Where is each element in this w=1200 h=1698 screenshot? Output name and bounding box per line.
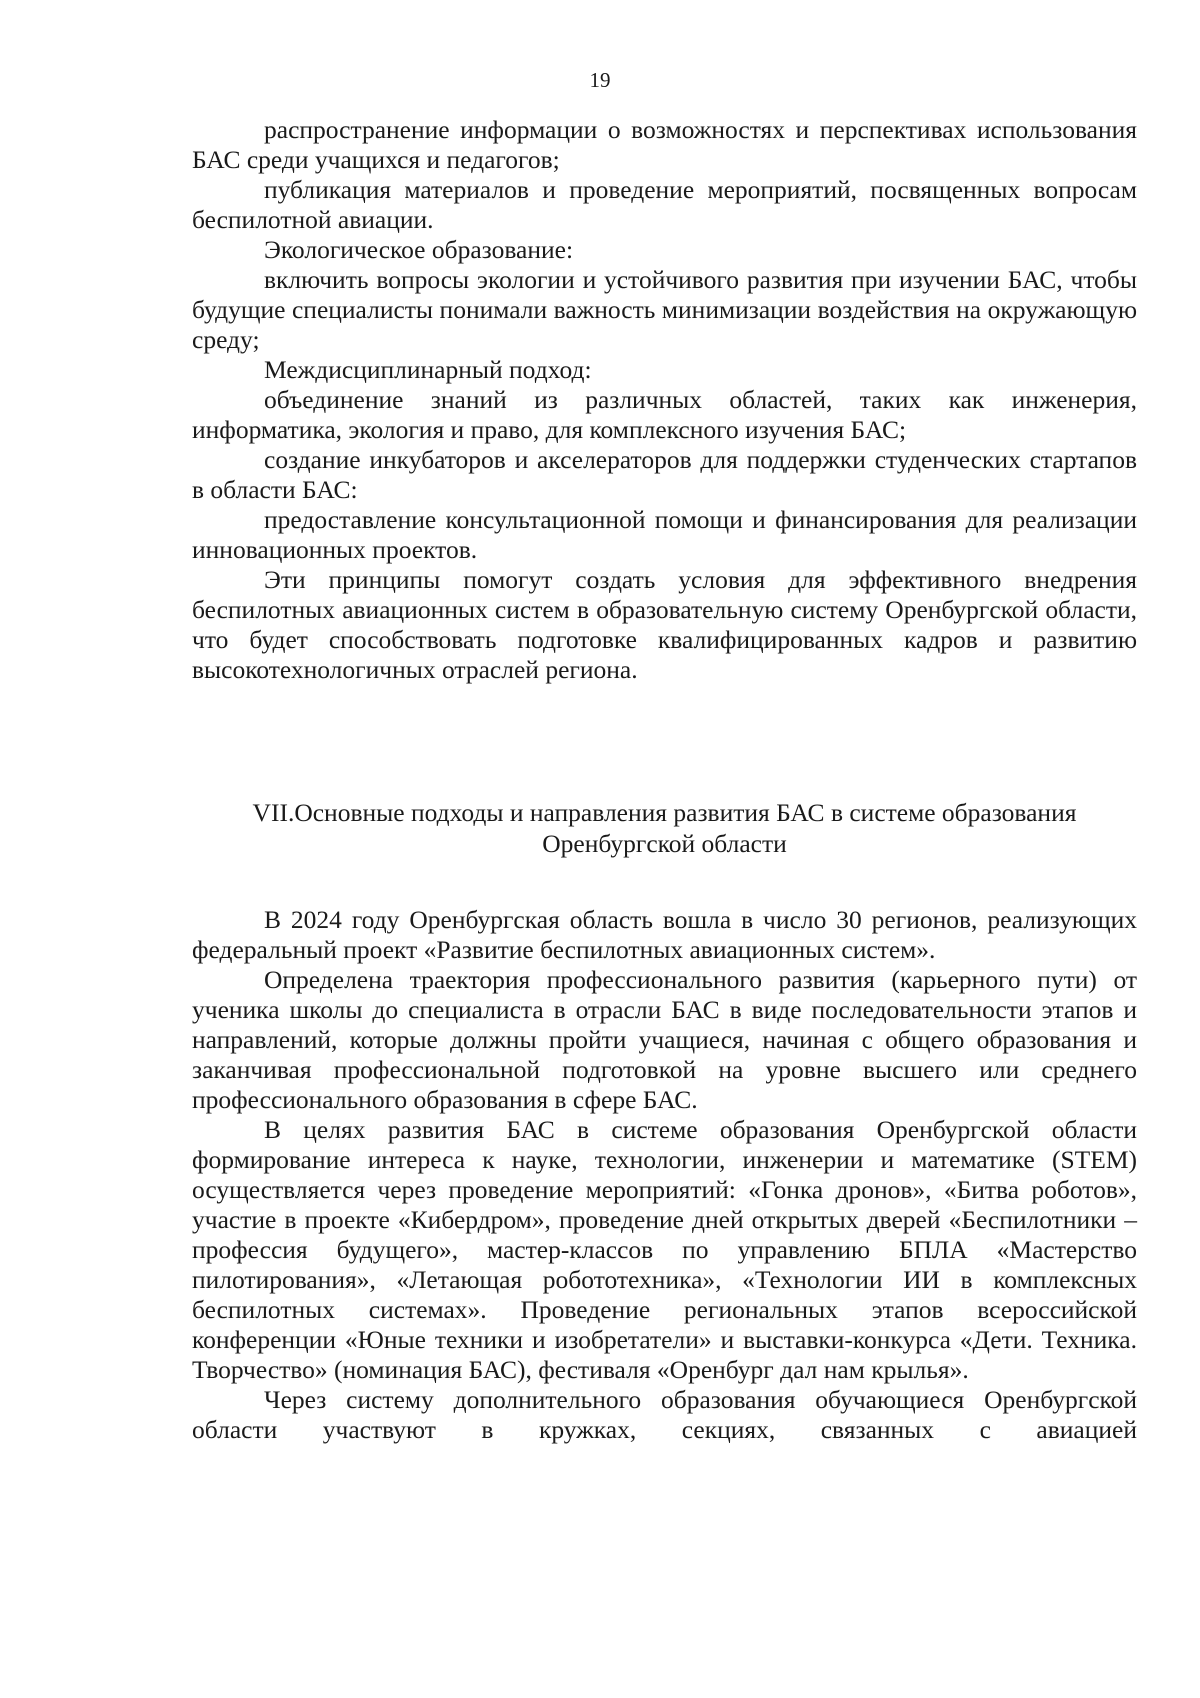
paragraph: В 2024 году Оренбургская область вошла в число 30 регионов, реализующих федеральный проект «Развитие беспилотных авиационных систем».	[192, 905, 1137, 964]
paragraph: объединение знаний из различных областей, таких как инженерия, информатика, экология и право, для комплексного изучения БАС;	[192, 385, 1137, 444]
paragraph: Через систему дополнительного образования обучающиеся Оренбургской области участвуют в кружках, секциях, связанных с авиацией	[192, 1385, 1137, 1444]
section-heading-line-2: Оренбургской области	[542, 829, 787, 858]
paragraph: Эти принципы помогут создать условия для эффективного внедрения беспилотных авиационных систем в образовательную систему Оренбургской области, что будет способствовать подготовке квалифицированных кадров и развитию высокотехнологичных отраслей региона.	[192, 565, 1137, 684]
paragraph: В целях развития БАС в системе образования Оренбургской области формирование интереса к науке, технологии, инженерии и математике (STEM) осуществляется через проведение мероприятий: «Гонка дронов», «Битва роботов», участие в проекте «Кибердром», проведение дней открытых дверей «Беспилотники – профессия будущего», мастер-классов по управлению БПЛА «Мастерство пилотирования», «Летающая робототехника», «Технологии ИИ в комплексных беспилотных системах». Проведение региональных этапов всероссийской конференции «Юные техники и изобретатели» и выставки-конкурса «Дети. Техника. Творчество» (номинация БАС), фестиваля «Оренбург дал нам крылья».	[192, 1115, 1137, 1384]
paragraph: Междисциплинарный подход:	[264, 355, 592, 384]
paragraph: включить вопросы экологии и устойчивого развития при изучении БАС, чтобы будущие специалисты понимали важность минимизации воздействия на окружающую среду;	[192, 265, 1137, 354]
paragraph: распространение информации о возможностях и перспективах использования БАС среди учащихся и педагогов;	[192, 115, 1137, 174]
text-block-principles	[192, 115, 1137, 685]
paragraph: создание инкубаторов и акселераторов для поддержки студенческих стартапов в области БАС:	[192, 445, 1137, 504]
section-heading	[192, 797, 1137, 859]
paragraph: публикация материалов и проведение мероприятий, посвященных вопросам беспилотной авиации.	[192, 175, 1137, 234]
section-heading-line-1: VII.Основные подходы и направления развития БАС в системе образования	[252, 798, 1077, 827]
paragraph: Экологическое образование:	[264, 235, 574, 264]
page-number: 19	[589, 68, 611, 92]
paragraph: Определена траектория профессионального развития (карьерного пути) от ученика школы до специалиста в отрасли БАС в виде последовательности этапов и направлений, которые должны пройти учащиеся, начиная с общего образования и заканчивая профессиональной подготовкой на уровне высшего или среднего профессионального образования в сфере БАС.	[192, 965, 1137, 1114]
paragraph: предоставление консультационной помощи и финансирования для реализации инновационных проектов.	[192, 505, 1137, 564]
text-block-section-vii	[192, 905, 1137, 1445]
